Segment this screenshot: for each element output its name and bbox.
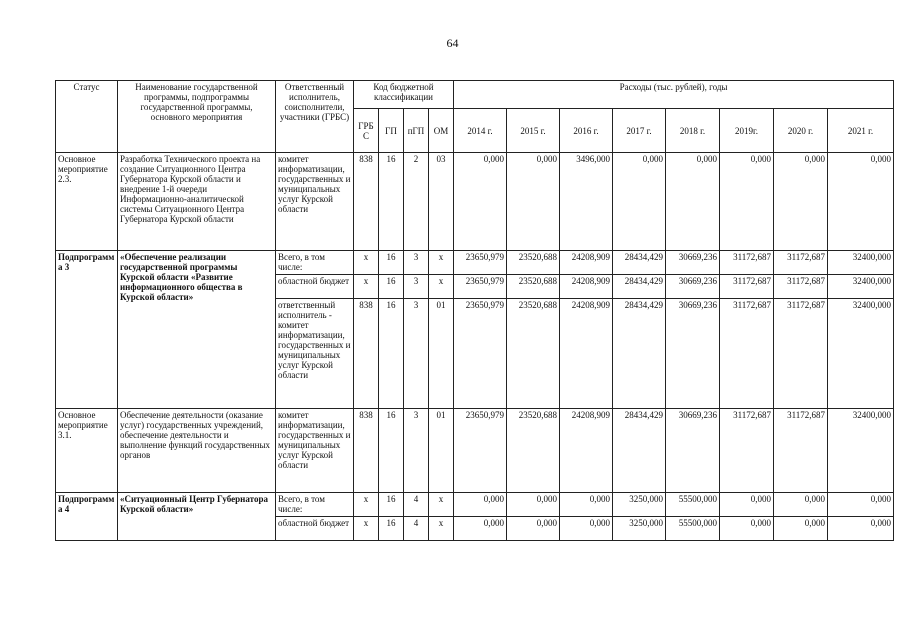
header-name: Наименование государственной программы, подпрограммы государственной программы, основного мероприятия [118,81,276,153]
table-row [56,409,894,493]
row-value: 3496,000 [560,153,613,251]
expenses-table [55,80,894,541]
header-year: 2017 г. [613,109,666,153]
row-code: 4 [404,517,429,541]
row-code: 16 [379,409,404,493]
row-value: 32400,000 [828,275,894,299]
row-code: 03 [429,153,454,251]
row-value: 55500,000 [666,517,720,541]
row-value: 0,000 [666,153,720,251]
row-responsible: комитет информатизации, государственных и муниципальных услуг Курской области [276,409,354,493]
row-value: 30669,236 [666,299,720,409]
row-code: х [429,493,454,517]
row-value: 3250,000 [613,493,666,517]
row-code: 2 [404,153,429,251]
header-budget-code: Код бюджетной классификации [354,81,454,109]
row-code: х [429,251,454,275]
row-code: 01 [429,299,454,409]
row-value: 0,000 [613,153,666,251]
header-code: ОМ [429,109,454,153]
row-code: 838 [354,299,379,409]
row-value: 23520,688 [507,409,560,493]
row-value: 31172,687 [720,299,774,409]
row-value: 24208,909 [560,275,613,299]
row-value: 31172,687 [774,275,828,299]
header-year: 2021 г. [828,109,894,153]
row-value: 28434,429 [613,409,666,493]
table-row [56,493,894,517]
row-value: 0,000 [828,517,894,541]
row-code: 16 [379,299,404,409]
row-value: 24208,909 [560,299,613,409]
row-value: 31172,687 [774,251,828,275]
header-responsible: Ответственный исполнитель, соисполнители, участники (ГРБС) [276,81,354,153]
header-code: ГРБС [354,109,379,153]
row-value: 0,000 [454,517,507,541]
row-value: 32400,000 [828,299,894,409]
row-value: 31172,687 [720,275,774,299]
row-code: 16 [379,493,404,517]
row-code: 838 [354,153,379,251]
row-value: 31172,687 [720,409,774,493]
row-value: 0,000 [507,517,560,541]
row-value: 0,000 [454,153,507,251]
header-status: Статус [56,81,118,153]
header-code: пГП [404,109,429,153]
row-code: 3 [404,275,429,299]
row-value: 0,000 [454,493,507,517]
header-year: 2015 г. [507,109,560,153]
row-responsible: комитет информатизации, государственных и муниципальных услуг Курской области [276,153,354,251]
row-status: Подпрограмма 4 [56,493,118,541]
row-value: 30669,236 [666,409,720,493]
row-name: «Обеспечение реализации государственной программы Курской области «Развитие информационного общества в Курской области» [118,251,276,409]
header-expenses: Расходы (тыс. рублей), годы [454,81,894,109]
header-year: 2019г. [720,109,774,153]
table-row [56,251,894,275]
row-code: 3 [404,299,429,409]
row-code: х [429,275,454,299]
row-name: Разработка Технического проекта на создание Ситуационного Центра Губернатора Курской области и внедрение 1-й очереди Информационно-аналитической системы Ситуационного Центра Губернатора Курской области [118,153,276,251]
row-name: «Ситуационный Центр Губернатора Курской области» [118,493,276,541]
row-code: 4 [404,493,429,517]
header-year: 2014 г. [454,109,507,153]
row-code: х [354,517,379,541]
row-value: 0,000 [828,153,894,251]
row-value: 24208,909 [560,251,613,275]
row-value: 0,000 [774,517,828,541]
header-year: 2016 г. [560,109,613,153]
row-value: 0,000 [560,517,613,541]
row-value: 0,000 [507,153,560,251]
row-status: Подпрограмма 3 [56,251,118,409]
row-value: 55500,000 [666,493,720,517]
row-value: 32400,000 [828,409,894,493]
row-value: 0,000 [774,493,828,517]
row-code: х [429,517,454,541]
row-code: 3 [404,251,429,275]
row-value: 28434,429 [613,251,666,275]
row-responsible: ответственный исполнитель - комитет информатизации, государственных и муниципальных услуг Курской области [276,299,354,409]
row-status: Основное мероприятие 2.3. [56,153,118,251]
row-value: 24208,909 [560,409,613,493]
row-value: 31172,687 [774,409,828,493]
row-value: 31172,687 [774,299,828,409]
row-code: х [354,275,379,299]
header-code: ГП [379,109,404,153]
row-value: 0,000 [507,493,560,517]
row-value: 0,000 [560,493,613,517]
row-code: 3 [404,409,429,493]
row-responsible: областной бюджет [276,517,354,541]
table-row [56,153,894,251]
row-name: Обеспечение деятельности (оказание услуг) государственных учреждений, обеспечение деятельности и выполнение функций государственных органов [118,409,276,493]
row-value: 28434,429 [613,299,666,409]
row-value: 23650,979 [454,251,507,275]
row-value: 32400,000 [828,251,894,275]
row-value: 31172,687 [720,251,774,275]
row-value: 0,000 [720,493,774,517]
row-value: 0,000 [720,153,774,251]
row-value: 0,000 [720,517,774,541]
header-year: 2020 г. [774,109,828,153]
row-code: 16 [379,275,404,299]
row-value: 3250,000 [613,517,666,541]
row-responsible: Всего, в том числе: [276,251,354,275]
row-value: 23650,979 [454,275,507,299]
row-value: 30669,236 [666,275,720,299]
row-value: 23650,979 [454,409,507,493]
row-value: 23520,688 [507,275,560,299]
row-code: 16 [379,517,404,541]
page-number: 64 [446,36,459,50]
row-code: 01 [429,409,454,493]
row-code: х [354,251,379,275]
row-code: 16 [379,251,404,275]
row-value: 30669,236 [666,251,720,275]
row-value: 0,000 [774,153,828,251]
row-code: х [354,493,379,517]
row-responsible: областной бюджет [276,275,354,299]
row-code: 16 [379,153,404,251]
row-value: 0,000 [828,493,894,517]
row-value: 23520,688 [507,299,560,409]
header-year: 2018 г. [666,109,720,153]
row-value: 28434,429 [613,275,666,299]
header-row [56,81,894,109]
row-value: 23520,688 [507,251,560,275]
row-responsible: Всего, в том числе: [276,493,354,517]
row-status: Основное мероприятие 3.1. [56,409,118,493]
row-code: 838 [354,409,379,493]
row-value: 23650,979 [454,299,507,409]
